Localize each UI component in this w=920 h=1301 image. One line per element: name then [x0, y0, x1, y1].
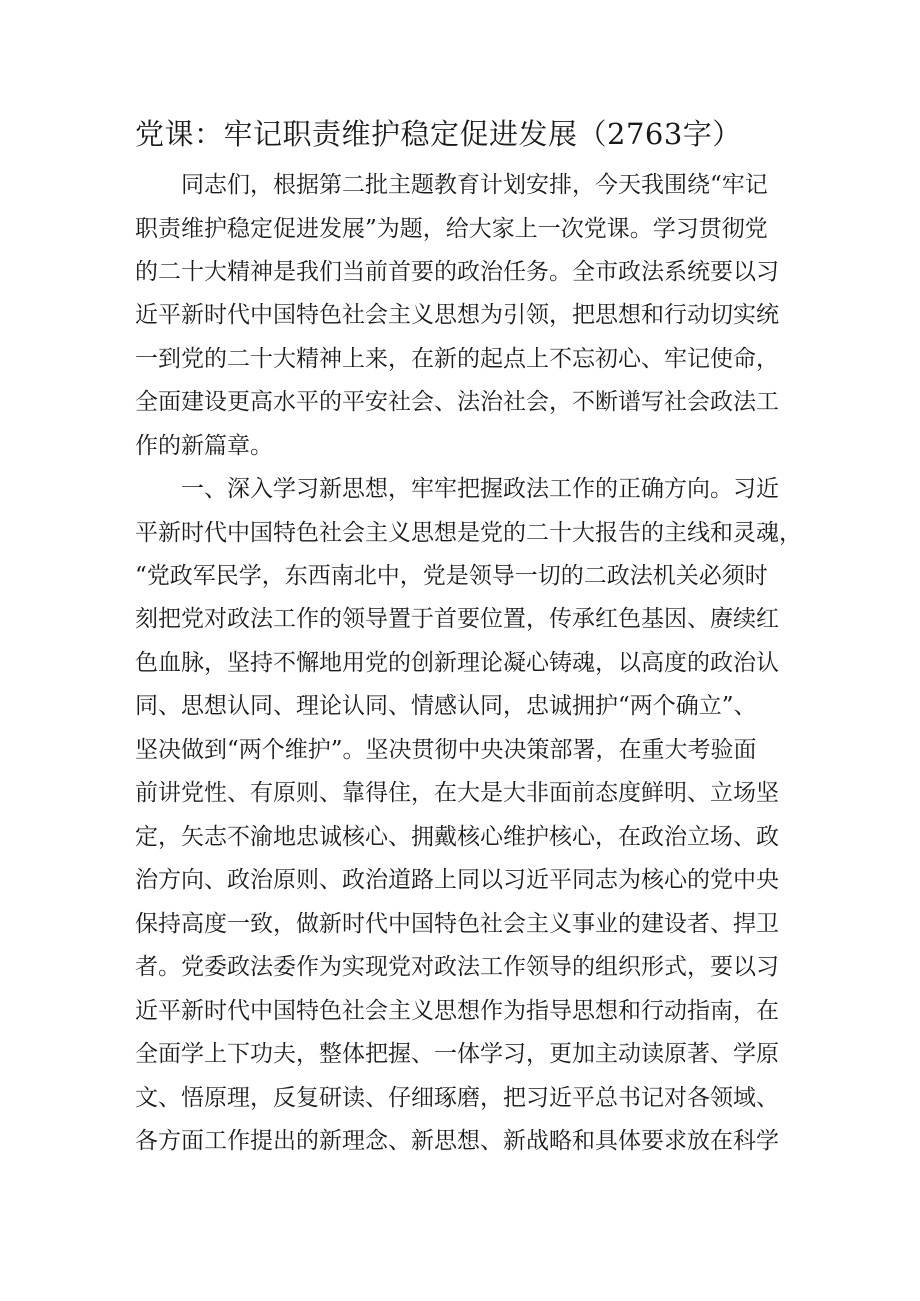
- paragraph-2-line: 色血脉，坚持不懈地用党的创新理论凝心铸魂，以高度的政治认: [135, 650, 779, 676]
- paragraph-2-line: 一、深入学习新思想，牢牢把握政法工作的正确方向。习近: [181, 476, 779, 502]
- document-title: 党课：牢记职责维护稳定促进发展（2763字）: [135, 117, 742, 151]
- paragraph-2-line: 近平新时代中国特色社会主义思想作为指导思想和行动指南，在: [135, 998, 779, 1024]
- paragraph-2-line: “党政军民学，东西南北中，党是领导一切的二政法机关必须时: [135, 563, 768, 589]
- paragraph-2-line: 定，矢志不渝地忠诚核心、拥戴核心维护核心，在政治立场、政: [135, 824, 779, 850]
- paragraph-1-line: 的二十大精神是我们当前首要的政治任务。全市政法系统要以习: [135, 259, 779, 285]
- paragraph-2-line: 刻把党对政法工作的领导置于首要位置，传承红色基因、赓续红: [135, 606, 779, 632]
- paragraph-2-line: 治方向、政治原则、政治道路上同以习近平同志为核心的党中央: [135, 867, 779, 893]
- paragraph-1-line: 作的新篇章。: [135, 433, 273, 459]
- paragraph-2-line: 前讲党性、有原则、靠得住，在大是大非面前态度鲜明、立场坚: [135, 780, 779, 806]
- paragraph-2-line: 同、思想认同、理论认同、情感认同，忠诚拥护“两个确立”、: [135, 693, 757, 719]
- paragraph-1-line: 一到党的二十大精神上来，在新的起点上不忘初心、牢记使命，: [135, 346, 779, 372]
- paragraph-2-line: 保持高度一致，做新时代中国特色社会主义事业的建设者、捍卫: [135, 911, 779, 937]
- paragraph-2-line: 坚决做到“两个维护”。坚决贯彻中央决策部署，在重大考验面: [135, 737, 757, 763]
- paragraph-2-line: 者。党委政法委作为实现党对政法工作领导的组织形式，要以习: [135, 954, 779, 980]
- paragraph-1-line: 近平新时代中国特色社会主义思想为引领，把思想和行动切实统: [135, 302, 779, 328]
- paragraph-1-line: 职责维护稳定促进发展”为题，给大家上一次党课。学习贯彻党: [135, 216, 768, 242]
- paragraph-1-line: 同志们，根据第二批主题教育计划安排，今天我围绕“牢记: [181, 172, 768, 198]
- paragraph-2-line: 文、悟原理，反复研读、仔细琢磨，把习近平总书记对各领域、: [135, 1085, 779, 1111]
- paragraph-2-line: 各方面工作提出的新理念、新思想、新战略和具体要求放在科学: [135, 1128, 779, 1154]
- paragraph-2-line: 全面学上下功夫，整体把握、一体学习，更加主动读原著、学原: [135, 1041, 779, 1067]
- paragraph-2-line: 平新时代中国特色社会主义思想是党的二十大报告的主线和灵魂，: [135, 520, 802, 546]
- paragraph-1-line: 全面建设更高水平的平安社会、法治社会，不断谱写社会政法工: [135, 389, 779, 415]
